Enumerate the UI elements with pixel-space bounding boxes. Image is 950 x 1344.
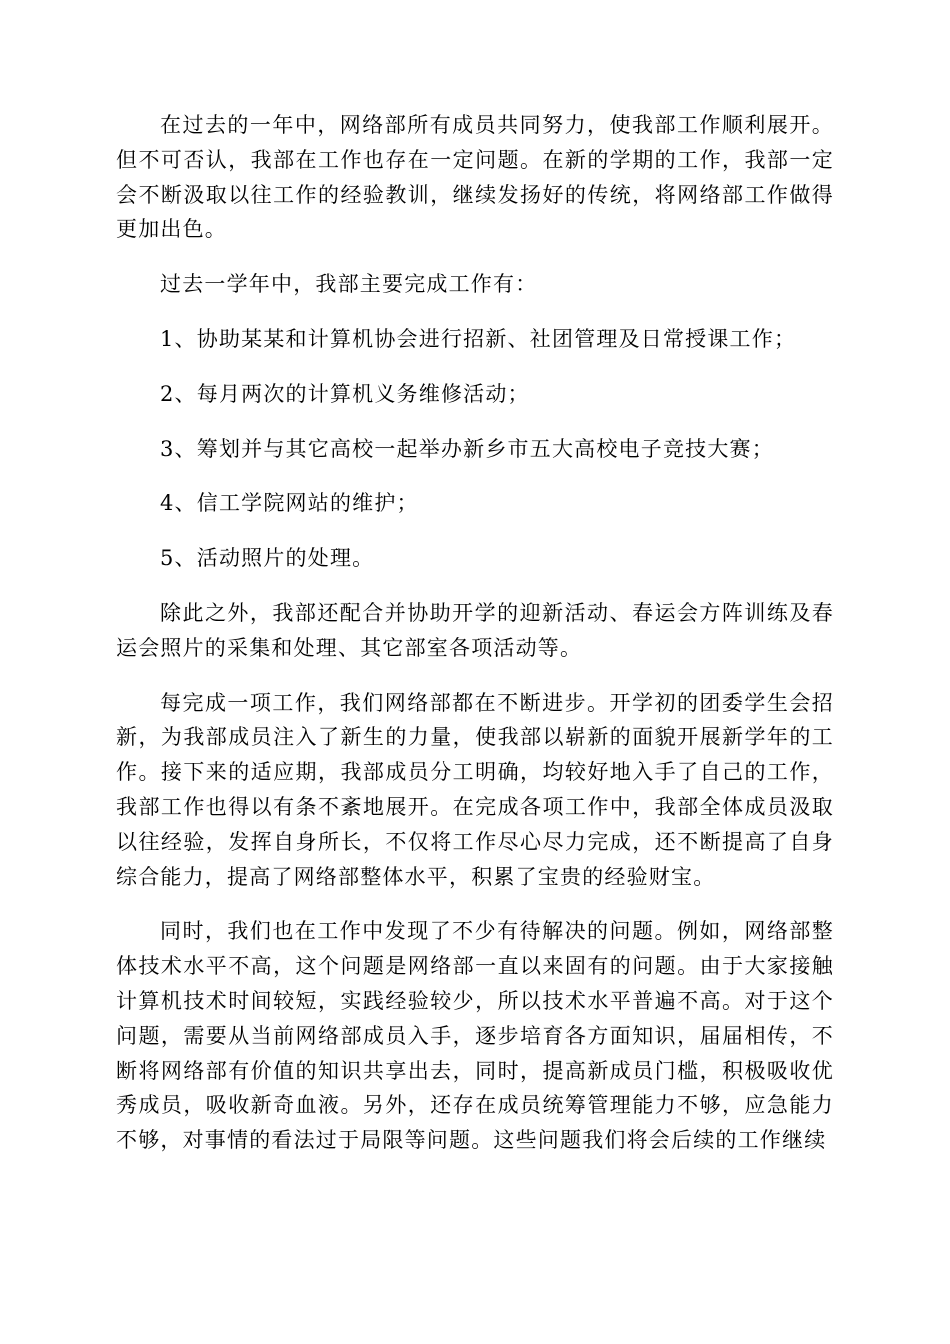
- list-item-2: 2、每月两次的计算机义务维修活动；: [160, 381, 530, 406]
- paragraph-problems: 同时，我们也在工作中发现了不少有待解决的问题。例如，网络部整体技术水平不高，这个问题是网络部一直以来固有的问题。由于大家接触计算机技术时间较短，实践经验较少，所以技术水平普遍不高。对于这个问题，需要从当前网络部成员入手，逐步培育各方面知识，届届相传，不断将网络部有价值的知识共享出去，同时，提高新成员门槛，积极吸收优秀成员，吸收新奇血液。另外，还存在成员统筹管理能力不够，应急能力不够，对事情的看法过于局限等问题。这些问题我们将会后续的工作继续: [116, 919, 834, 1153]
- document-body: [116, 108, 834, 1178]
- list-item-3: 3、筹划并与其它高校一起举办新乡市五大高校电子竞技大赛；: [160, 436, 774, 461]
- list-item-5: 5、活动照片的处理。: [160, 546, 375, 571]
- list-item-4: 4、信工学院网站的维护；: [160, 491, 419, 516]
- paragraph-additional-work: 除此之外，我部还配合并协助开学的迎新活动、春运会方阵训练及春运会照片的采集和处理、其它部室各项活动等。: [116, 600, 834, 660]
- paragraph-intro: 在过去的一年中，网络部所有成员共同努力，使我部工作顺利展开。但不可否认，我部在工作也存在一定问题。在新的学期的工作，我部一定会不断汲取以往工作的经验教训，继续发扬好的传统，将网络部工作做得更加出色。: [116, 113, 834, 242]
- list-item-1: 1、协助某某和计算机协会进行招新、社团管理及日常授课工作；: [160, 326, 797, 351]
- paragraph-progress: 每完成一项工作，我们网络部都在不断进步。开学初的团委学生会招新，为我部成员注入了新生的力量，使我部以崭新的面貌开展新学年的工作。接下来的适应期，我部成员分工明确，均较好地入手了自己的工作，我部工作也得以有条不紊地展开。在完成各项工作中，我部全体成员汲取以往经验，发挥自身所长，不仅将工作尽心尽力完成，还不断提高了自身综合能力，提高了网络部整体水平，积累了宝贵的经验财宝。: [116, 690, 834, 889]
- paragraph-summary-heading: 过去一学年中，我部主要完成工作有：: [160, 272, 538, 297]
